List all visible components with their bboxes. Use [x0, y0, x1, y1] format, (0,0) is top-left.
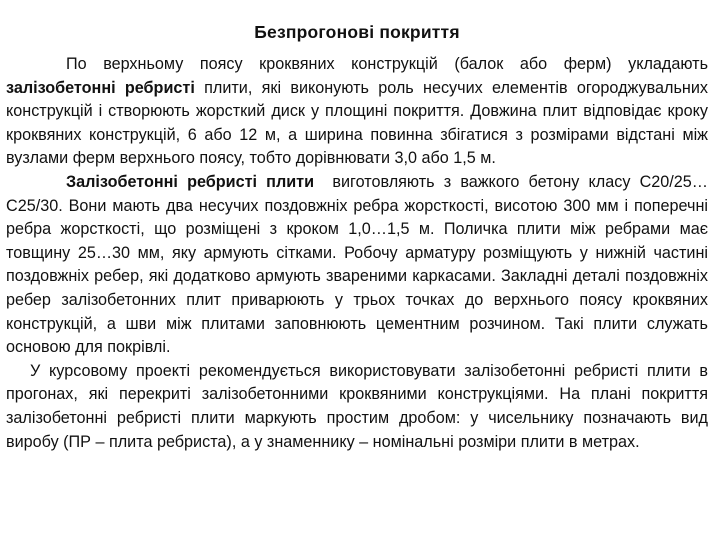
paragraph-1 — [6, 53, 708, 171]
paragraph-2 — [6, 171, 713, 360]
paragraph-1-bold-term: залізобетонні ребристі — [6, 78, 195, 97]
paragraph-2-bold-term: Залізобетонні ребристі плити — [66, 172, 315, 191]
paragraph-3-text: У курсовому проекті рекомендується використовувати залізобетонні ребристі плити в прогонах, які перекриті залізобетонними кроквяними конструкціями. На плані покриття залізобетонні ребристі плити маркують простим дробом: у чисельнику позначають вид виробу (ПР – плита ребриста), а у знаменнику – номінальні розміри плити в метрах. — [6, 361, 708, 451]
paragraph-1-text-b: плити, які виконують роль несучих елементів огороджувальних конструкцій і створюють жорсткий диск у площині покриття. Довжина плит відповідає кроку кроквяних конструкцій, 6 або 12 м, а ширина повинна збігатися з розмірами відстані між вузлами ферм верхнього поясу, тобто дорівнювати 3,0 або 1,5 м. — [6, 78, 709, 168]
paragraph-1-text-a: По верхньому поясу кроквяних конструкцій (балок або ферм) укладають — [66, 55, 708, 73]
paragraph-3 — [6, 360, 708, 454]
paragraph-2-text: виготовляють з важкого бетону класу С20/25…С25/30. Вони мають два несучих поздовжніх ребра жорсткості, висотою 300 мм і поперечні ребра жорсткості, що розміщені з кроком 1,0…1,5 м. Поличка плити між ребрами має товщину 25…30 мм, яку армують сітками. Робочу арматуру розміщують у нижній частині поздовжніх ребер, які додатково армують звареними каркасами. Закладні деталі поздовжніх ребер залізобетонних плит приварюють у трьох точках до верхнього поясу кроквяних конструкцій, а шви між плитами заповнюють цементним розчином. Такі плити служать основою для покрівлі. — [6, 172, 713, 357]
document-title: Безпрогонові покриття — [254, 22, 460, 42]
